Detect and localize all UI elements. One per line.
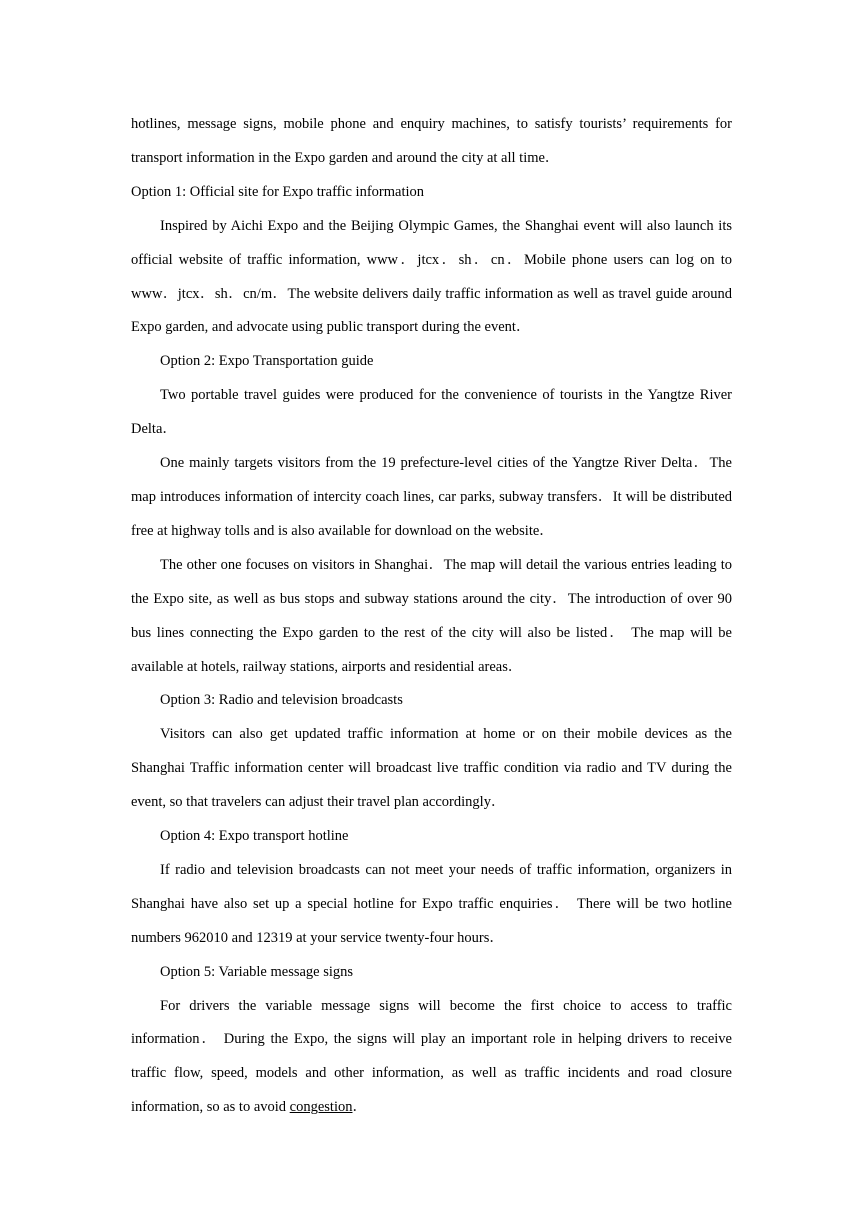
- message-signs-text: For drivers the variable message signs will become the first choice to access to traffic information． During the Expo, the signs will play an important role in helping drivers to receive traffic flow, speed, models and other information, as well as traffic incidents and road closure information, so as to avoid: [131, 997, 732, 1116]
- paragraph-delta-map: One mainly targets visitors from the 19 prefecture-level cities of the Yangtze River Delta．The map introduces information of intercity coach lines, car parks, subway transfers．It will be distributed free at highway tolls and is also available for download on the website．: [131, 455, 732, 539]
- paragraph-travel-guides: Two portable travel guides were produced for the convenience of tourists in the Yangtze River Delta．: [131, 387, 732, 438]
- paragraph-official-site: Inspired by Aichi Expo and the Beijing Olympic Games, the Shanghai event will also launch its official website of traffic information, www．jtcx．sh．cn．Mobile phone users can log on to www．jtcx．sh．cn/m．The website delivers daily traffic information as well as travel guide around Expo garden, and advocate using public transport during the event．: [131, 217, 732, 336]
- paragraph-shanghai-map: The other one focuses on visitors in Shanghai．The map will detail the various entries leading to the Expo site, as well as bus stops and subway stations around the city．The introduction of over 90 bus lines connecting the Expo garden to the rest of the city will also be listed． The map will be available at hotels, railway stations, airports and residential areas．: [131, 556, 732, 675]
- paragraph-hotline: If radio and television broadcasts can not meet your needs of traffic information, organizers in Shanghai have also set up a special hotline for Expo traffic enquiries． There will be two hotline numbers 962010 and 12319 at your service twenty-four hours．: [131, 861, 732, 946]
- paragraph-intro-continuation: hotlines, message signs, mobile phone and enquiry machines, to satisfy tourists’ requirements for transport information in the Expo garden and around the city at all time．: [131, 116, 732, 166]
- paragraph-broadcasts: Visitors can also get updated traffic information at home or on their mobile devices as the Shanghai Traffic information center will broadcast live traffic condition via radio and TV during the event, so that travelers can adjust their travel plan accordingly．: [131, 726, 732, 811]
- final-punctuation: ．: [352, 1099, 367, 1116]
- heading-option-4: Option 4: Expo transport hotline: [160, 828, 349, 845]
- paragraph-message-signs: [131, 990, 732, 1126]
- heading-option-1: Option 1: Official site for Expo traffic information: [131, 183, 425, 200]
- heading-option-3: Option 3: Radio and television broadcasts: [160, 692, 403, 709]
- document-body: [131, 108, 732, 1125]
- underlined-word-congestion: congestion: [289, 1099, 353, 1116]
- heading-option-2: Option 2: Expo Transportation guide: [160, 353, 374, 370]
- heading-option-5: Option 5: Variable message signs: [160, 963, 354, 980]
